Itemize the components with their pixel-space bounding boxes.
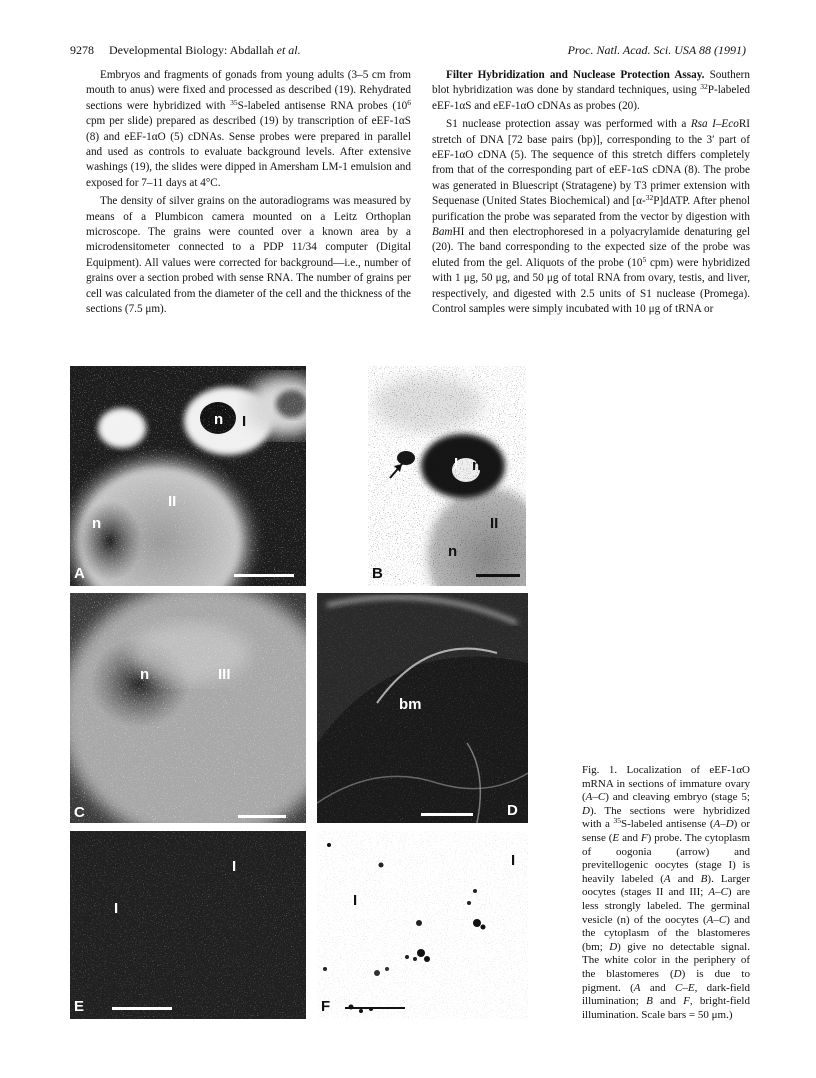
text: P-labeled eEF-1αS and eEF-1αO cDNAs as probes (20). (432, 84, 750, 112)
section-title: Developmental Biology: Abdallah (109, 43, 274, 57)
figure-panel-f (317, 831, 528, 1019)
panel-mark-stage: I (242, 413, 247, 430)
text: ). The sections were hybridized with a (582, 804, 750, 831)
text: A (663, 872, 671, 885)
text: F (683, 995, 690, 1008)
journal-citation: Proc. Natl. Acad. Sci. USA 88 (1991) (567, 43, 746, 57)
sup: 32 (645, 193, 654, 203)
run-in-heading: Filter Hybridization and Nuclease Protection Assay. (446, 69, 705, 81)
scale-bar (476, 574, 520, 577)
text: S-labeled antisense RNA probes (10 (237, 99, 408, 112)
text: C–E (675, 981, 695, 994)
panel-label-e: E (74, 998, 85, 1015)
text: A–C (706, 913, 727, 926)
micrograph-a (70, 366, 306, 586)
caption-figure-number: Fig. 1. (582, 764, 618, 776)
panel-mark-stage: II (168, 493, 177, 510)
et-al: et al. (276, 43, 301, 57)
paragraph-grain-density: The density of silver grains on the autoradiograms was measured by means of a Plumbicon camera mounted on a Leitz Orthoplan microscope. The grains were counted over a known area by a microdensitometer connected to a PDP 11/34 computer (Digital Equipment). All values were corrected for background—i.e., number of grains over a section probed with sense RNA. The number of grains per cell was calculated from the diameter of the cell and the thickness of the sections (7.5 μm). (86, 195, 411, 316)
text: and (640, 981, 676, 994)
panel-label-a: A (74, 565, 85, 582)
panel-mark-n: n (214, 411, 224, 428)
text: E (612, 831, 620, 844)
scale-bar (112, 1007, 172, 1010)
figure-caption (582, 764, 750, 1022)
panel-mark-stage: I (511, 852, 516, 869)
text: HI and then electrophoresed in a polyacrylamide denaturing gel (20). The band corresponding to the expected size of the probe was eluted from the gel. Aliquots of the probe (10 (432, 226, 750, 269)
text: and (652, 995, 684, 1008)
text: S1 nuclease protection assay was performed with a (446, 118, 691, 131)
text: A–C (585, 791, 606, 804)
left-column (86, 68, 411, 321)
micrograph-e (70, 831, 306, 1019)
panel-mark-stage: II (490, 515, 499, 532)
text: RI stretch of DNA [72 base pairs (bp)], corresponding to the 3′ part of eEF-1αO cDNA (5). The sequence of this stretch differs completely from that of the corresponding part of eEF-1αS cDNA (8). The probe was generated in Bluescript (Stratagene) by T3 primer extension with Sequenase (United States Biochemical) and [α- (432, 118, 750, 208)
panel-label-f: F (321, 998, 331, 1015)
paragraph-methods-hybridization (86, 68, 411, 191)
sup: 6 (407, 97, 412, 107)
figure-panel-b (368, 366, 526, 586)
panel-mark-stage: I (454, 455, 459, 472)
scale-bar (238, 815, 286, 818)
panel-mark-n: n (92, 515, 102, 532)
text: ) and the cytoplasm of the blastomeres (bm; (582, 913, 751, 953)
micrograph-b (368, 366, 526, 586)
text: S-labeled antisense ( (620, 818, 714, 831)
text: D (609, 940, 618, 953)
text: ) is due to pigment. ( (582, 967, 750, 994)
panel-label-d: D (507, 802, 518, 819)
sup: 5 (642, 254, 647, 264)
text: ) or sense ( (582, 818, 750, 844)
scale-bar (234, 574, 294, 577)
text: D (582, 804, 590, 817)
text: ) give no detectable signal. The white color in the periphery of the blastomeres ( (582, 940, 750, 980)
paragraph-s1-nuclease (432, 117, 750, 317)
text: ). Larger oocytes (stages II and III; (582, 872, 750, 899)
panel-mark-stage: III (218, 666, 231, 683)
panel-mark-stage: I (114, 900, 119, 917)
panel-label-b: B (372, 565, 383, 582)
text: Embryos and fragments of gonads from young adults (3–5 cm from mouth to anus) were fixed and processed as described (19). Rehydrated sections were hybridized with (86, 69, 411, 112)
text: P]dATP. After phenol purification the probe was separated from the vector by digestion with (432, 195, 750, 223)
sup: 35 (230, 97, 238, 107)
text: cpm per slide) prepared as described (19) by transcription of eEF-1αS (8) and eEF-1αO (5) cDNAs. Sense probes were prepared in parallel and used as controls to evaluate background levels. After extensive washings (19), the slides were dipped in Amersham LM-1 emulsion and exposed for 7–11 days at 4°C. (86, 115, 411, 189)
figure-panel-e (70, 831, 306, 1019)
right-column (432, 68, 750, 321)
text: and (619, 831, 641, 844)
panel-label-c: C (74, 804, 85, 821)
scale-bar (421, 813, 473, 816)
running-header (70, 43, 746, 59)
panel-mark-n: n (140, 666, 150, 683)
scale-bar (345, 1007, 405, 1009)
panel-mark-stage: I (232, 858, 237, 875)
micrograph-d (317, 593, 528, 823)
text: Localization of eEF-1αO mRNA in sections of immature ovary ( (582, 764, 750, 804)
text: ) probe. The cytoplasm of oogonia (arrow) and previtellogenic oocytes (stage I) is heavily labeled ( (582, 831, 750, 885)
figure-panel-d (317, 593, 528, 823)
paragraph-filter-hybridization (432, 68, 750, 114)
sup: 32 (700, 82, 708, 92)
panel-mark-n: n (448, 543, 458, 560)
sup: 35 (613, 816, 621, 826)
text: F (640, 831, 648, 844)
text: , bright-field illumination. Scale bars = 50 μm.) (582, 995, 750, 1021)
text: A (633, 981, 641, 994)
text: A–C (708, 886, 728, 899)
text: B (646, 995, 653, 1008)
panel-mark-bm: bm (399, 696, 422, 713)
text: and (670, 872, 701, 885)
header-left (70, 43, 301, 58)
text: Southern blot hybridization was done by standard techniques, using (432, 69, 750, 97)
text: cpm) were hybridized with 1 μg, 50 μg, and 50 μg of total RNA from ovary, testis, and liver, respectively, and digested with 2.5 units of S1 nuclease (Promega). Control samples were simply incubated with 10 μg of tRNA or (432, 256, 750, 316)
text: A–D (713, 818, 734, 831)
text: ) and cleaving embryo (stage 5; (605, 791, 750, 804)
text: , dark-field illumination; (582, 981, 750, 1008)
micrograph-f (317, 831, 528, 1019)
figure-panel-c (70, 593, 306, 823)
micrograph-c (70, 593, 306, 823)
panel-mark-n: n (472, 457, 482, 474)
text: D (673, 967, 682, 980)
text: B (700, 872, 708, 885)
page-number: 9278 (70, 43, 94, 57)
text: Bam (432, 226, 453, 239)
text: Rsa I–Eco (690, 118, 739, 131)
panel-mark-stage: I (353, 892, 358, 909)
figure-panel-a (70, 366, 306, 586)
text: ) are less strongly labeled. The germinal vesicle (n) of the oocytes ( (582, 886, 751, 926)
